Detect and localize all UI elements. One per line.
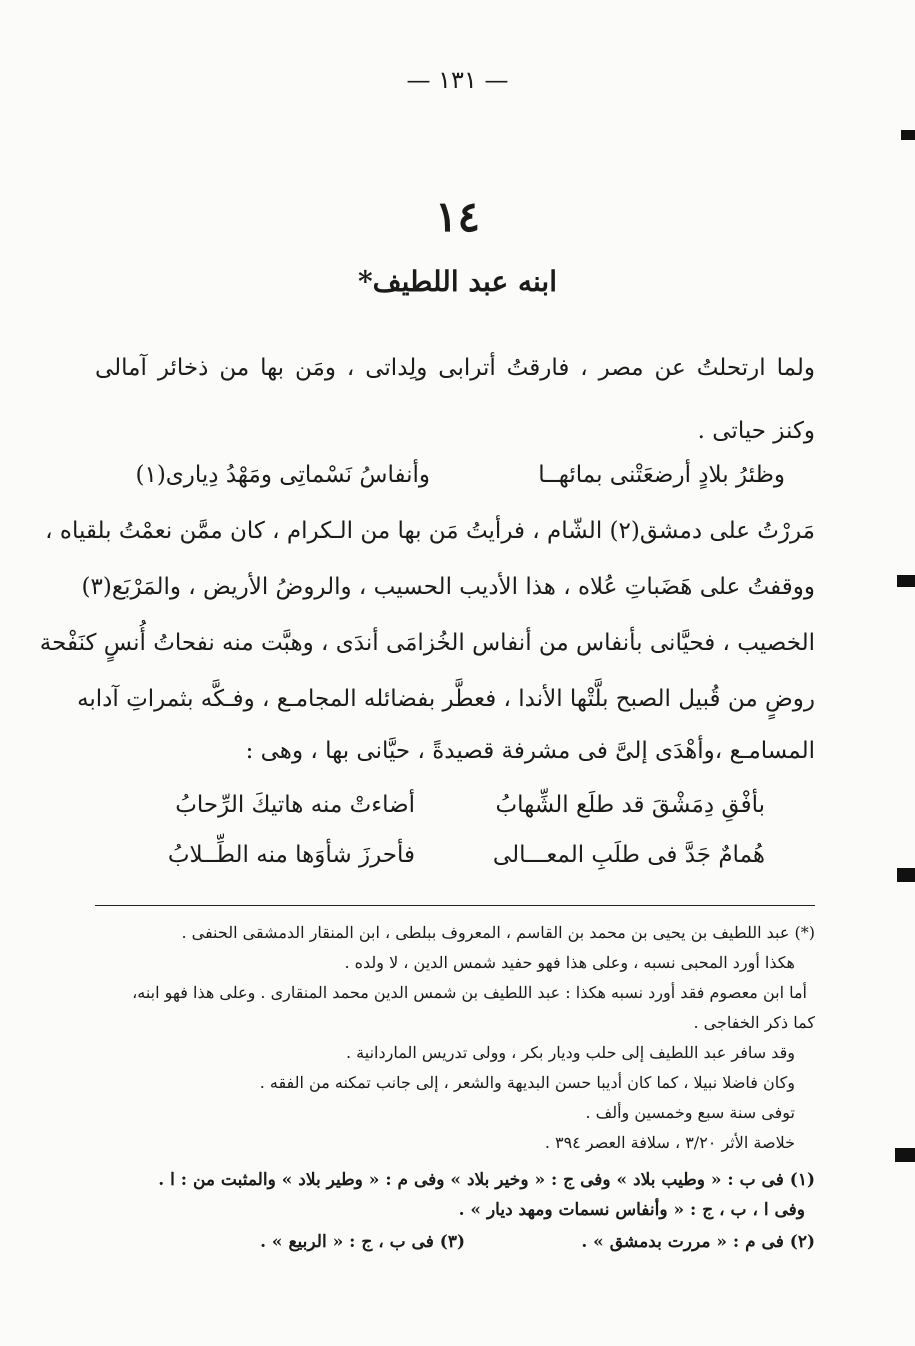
chapter-number: ١٤ bbox=[434, 192, 481, 241]
scan-edge-mark bbox=[897, 575, 915, 587]
verse-second-hemistich: وأنفاسُ نَسْماتِى ومَهْدُ دِيارى(١) bbox=[135, 462, 430, 488]
footnote-line: هكذا أورد المحبى نسبه ، وعلى هذا فهو حفيد شمس الدين ، لا ولده . bbox=[344, 953, 795, 972]
variant-note: وفى ا ، ب ، ج : « وأنفاس نسمات ومهد ديار » . bbox=[458, 1200, 805, 1220]
scan-edge-mark bbox=[897, 868, 915, 882]
scan-edge-mark bbox=[895, 1148, 915, 1162]
page-number: — ١٣١ — bbox=[406, 66, 509, 94]
prose-line: روضٍ من قُبيل الصبح بلَّتْها الأندا ، فعطَّر بفضائله المجامـع ، وفـكَّه بثمراتِ آدابه bbox=[77, 686, 815, 712]
section-title: ابنه عبد اللطيف* bbox=[357, 265, 557, 298]
verse-first-hemistich: وظئرُ بلادٍ أرضعَتْنى بمائهــا bbox=[538, 462, 785, 488]
poem-second-hemistich: فأحرزَ شأوَها منه الطِّــلابُ bbox=[167, 842, 415, 868]
poem-first-hemistich: بأفْقِ دِمَشْقَ قد طلَع الشِّهابُ bbox=[495, 792, 765, 818]
variant-note: (١) فى ب : « وطيب بلاد » وفى ج : « وخير بلاد » وفى م : « وطير بلاد » والمثبت من : ا . bbox=[158, 1170, 815, 1190]
scan-edge-mark bbox=[901, 130, 915, 140]
footnote-line: كما ذكر الخفاجى . bbox=[693, 1013, 815, 1032]
footnote-line: وقد سافر عبد اللطيف إلى حلب وديار بكر ، وولى تدريس الماردانية . bbox=[346, 1043, 795, 1062]
footnote-line: توفى سنة سبع وخمسين وألف . bbox=[585, 1103, 795, 1122]
variant-note: (٣) فى ب ، ج : « الربيع » . bbox=[260, 1232, 465, 1252]
footnote-line: خلاصة الأثر ٣/٢٠ ، سلافة العصر ٣٩٤ . bbox=[544, 1133, 795, 1152]
poem-second-hemistich: أضاءتْ منه هاتيكَ الرِّحابُ bbox=[175, 792, 415, 818]
footnote-line: أما ابن معصوم فقد أورد نسبه هكذا : عبد اللطيف بن شمس الدين محمد المنقارى . وعلى هذا فهو ابنه، bbox=[132, 983, 807, 1002]
prose-line: المسامـع ،وأهْدَى إلىَّ فى مشرفة قصيدةً ، حيَّانى بها ، وهى : bbox=[245, 738, 815, 764]
footnote-line: وكان فاضلا نبيلا ، كما كان أديبا حسن البديهة والشعر ، إلى جانب تمكنه من الفقه . bbox=[259, 1073, 795, 1092]
prose-line: الخصيب ، فحيَّانى بأنفاس من أنفاس الخُزامَى أندَى ، وهبَّت منه نفحاتُ أُنسٍ كنَفْحة bbox=[39, 630, 815, 656]
prose-line: ووقفتُ على هَضَباتِ عُلاه ، هذا الأديب الحسيب ، والروضُ الأريض ، والمَرْبَع(٣) bbox=[81, 574, 815, 600]
body-line: وكنز حياتى . bbox=[697, 418, 815, 444]
body-line: ولما ارتحلتُ عن مصر ، فارقتُ أترابى ولِداتى ، ومَن بها من ذخائر آمالى bbox=[95, 355, 815, 381]
variant-note: (٢) فى م : « مررت بدمشق » . bbox=[581, 1232, 815, 1252]
poem-first-hemistich: هُمامٌ جَدَّ فى طلَبِ المعـــالى bbox=[492, 842, 765, 868]
footnote-rule bbox=[95, 905, 815, 906]
footnote-line: (*) عبد اللطيف بن يحيى بن محمد بن القاسم ، المعروف ببلطى ، ابن المنقار الدمشقى الحنفى . bbox=[181, 923, 815, 942]
prose-line: مَررْتُ على دمشق(٢) الشّام ، فرأيتُ مَن بها من الـكرام ، كان ممَّن نعمْتُ بلقياه ، bbox=[45, 518, 815, 544]
